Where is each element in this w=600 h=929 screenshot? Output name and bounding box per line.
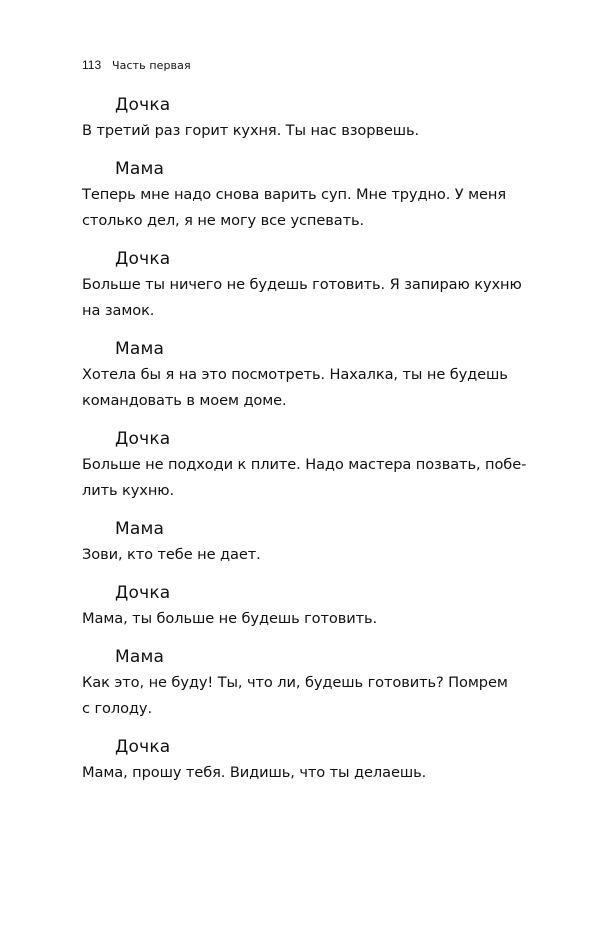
speech-text xyxy=(82,182,522,234)
dialogue-exchange xyxy=(82,580,522,632)
page-number: 113 xyxy=(82,58,102,72)
dialogue-exchange xyxy=(82,336,522,414)
speech-line: Зови, кто тебе не дает. xyxy=(82,546,261,563)
dialogue-exchange xyxy=(82,516,522,568)
speech-line: с голоду. xyxy=(82,700,152,717)
speaker-name: Мама xyxy=(115,519,165,539)
speech-text xyxy=(82,542,522,568)
dialogue-exchange xyxy=(82,734,522,786)
speech-line: Больше не подходи к плите. Надо мастера позвать, побе- xyxy=(82,456,527,473)
speech-line: Хотела бы я на это посмотреть. Нахалка, ты не будешь xyxy=(82,366,508,383)
speaker-name: Мама xyxy=(115,159,165,179)
speech-line: В третий раз горит кухня. Ты нас взорвешь. xyxy=(82,122,420,139)
speaker-name: Мама xyxy=(115,647,165,667)
speaker-name: Дочка xyxy=(115,737,171,757)
dialogue-exchange xyxy=(82,246,522,324)
speech-line: Как это, не буду! Ты, что ли, будешь готовить? Помрем xyxy=(82,674,508,691)
speaker-name: Дочка xyxy=(115,95,171,115)
dialogue xyxy=(82,92,527,798)
speaker-name: Дочка xyxy=(115,249,171,269)
speech-line: Теперь мне надо снова варить суп. Мне трудно. У меня xyxy=(82,186,507,203)
speech-line: Мама, прошу тебя. Видишь, что ты делаешь. xyxy=(82,764,427,781)
speech-line: лить кухню. xyxy=(82,482,175,499)
speaker-name: Дочка xyxy=(115,429,171,449)
speech-text xyxy=(82,118,522,144)
speaker-name: Мама xyxy=(115,339,165,359)
speech-text xyxy=(82,452,527,504)
speech-line: на замок. xyxy=(82,302,155,319)
dialogue-exchange xyxy=(82,644,522,722)
section-title: Часть первая xyxy=(112,59,191,72)
speech-line: Больше ты ничего не будешь готовить. Я запираю кухню xyxy=(82,276,522,293)
speech-text xyxy=(82,670,522,722)
speech-text xyxy=(82,606,522,632)
speech-line: командовать в моем доме. xyxy=(82,392,287,409)
speech-line: столько дел, я не могу все успевать. xyxy=(82,212,365,229)
speech-line: Мама, ты больше не будешь готовить. xyxy=(82,610,378,627)
dialogue-exchange xyxy=(82,426,527,504)
speech-text xyxy=(82,362,522,414)
speech-text xyxy=(82,272,522,324)
running-head xyxy=(82,58,191,73)
dialogue-exchange xyxy=(82,156,522,234)
speech-text xyxy=(82,760,522,786)
speaker-name: Дочка xyxy=(115,583,171,603)
dialogue-exchange xyxy=(82,92,522,144)
